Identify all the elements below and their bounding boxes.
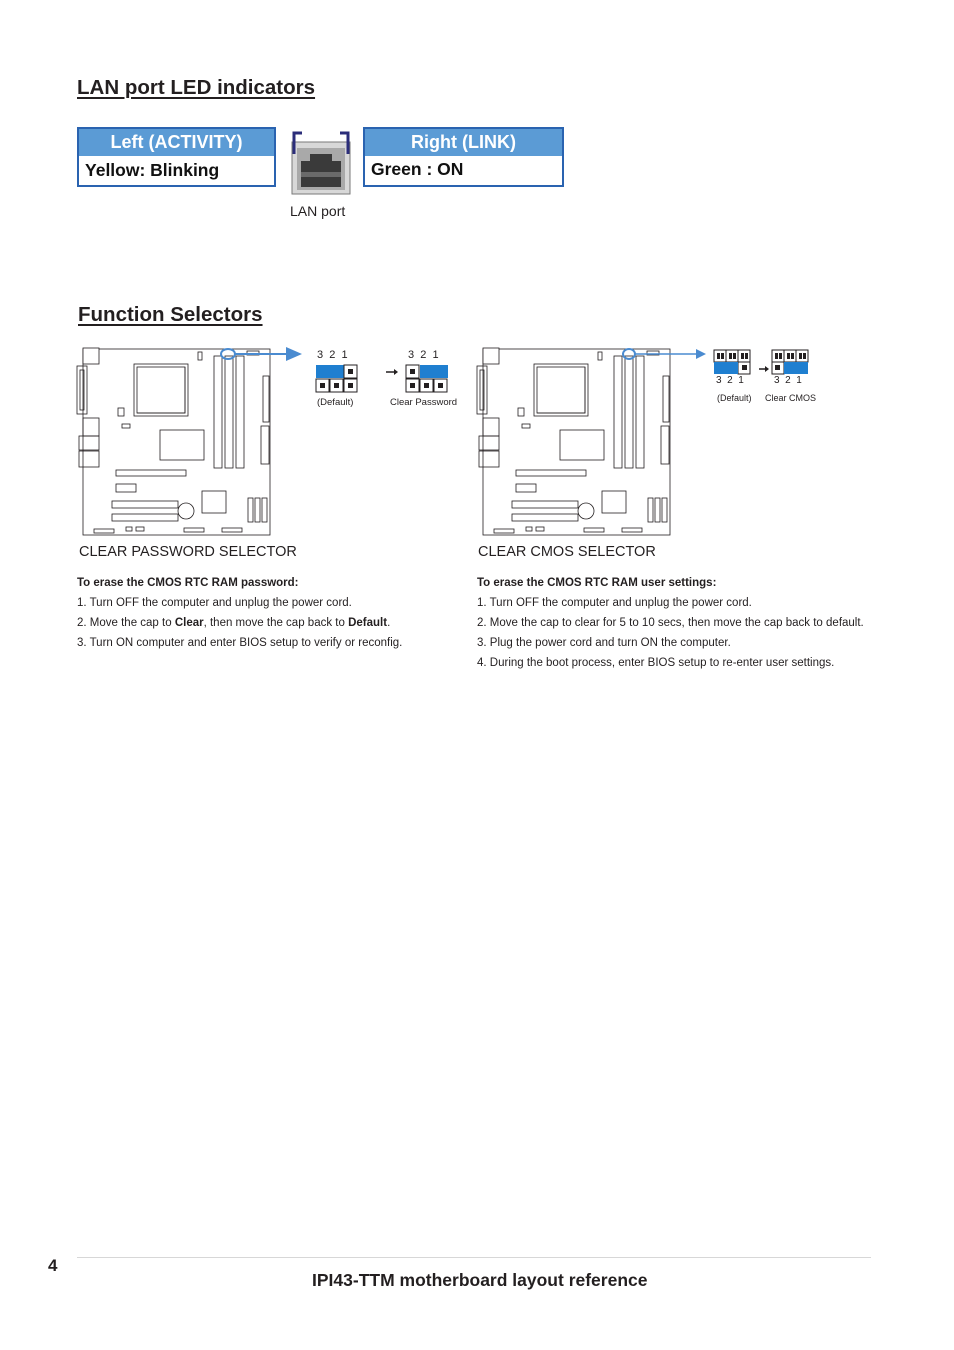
lan-heading: LAN port LED indicators: [77, 76, 316, 99]
right-link-value: Green : ON: [371, 159, 464, 179]
left-activity-value: Yellow: Blinking: [85, 160, 220, 180]
right-link-box: [363, 127, 564, 187]
arrow-icon: [758, 365, 770, 373]
cmos-clear-label: Clear CMOS: [765, 393, 817, 403]
left-activity-title: Left (ACTIVITY): [79, 129, 274, 156]
password-step-3: 3. Turn ON computer and enter BIOS setup to verify or reconfig.: [77, 637, 403, 649]
password-steps: [77, 573, 457, 653]
cmos-selector-caption: CLEAR CMOS SELECTOR: [478, 544, 656, 560]
motherboard-diagram-cmos: [474, 344, 714, 540]
page-number: 4: [48, 1256, 58, 1275]
password-step-2: 2. Move the cap to Clear, then move the cap back to Default.: [77, 617, 391, 629]
password-step-1: 1. Turn OFF the computer and unplug the power cord.: [77, 597, 352, 609]
cmos-step-3: 3. Plug the power cord and turn ON the computer.: [477, 637, 731, 649]
password-default-label: (Default): [317, 397, 354, 408]
cmos-clear-pins: 3 2 1: [774, 375, 802, 386]
password-selector-caption: CLEAR PASSWORD SELECTOR: [79, 544, 297, 560]
function-heading: Function Selectors: [78, 303, 263, 326]
password-clear-jumper: [405, 364, 449, 394]
password-default-pins: 3 2 1: [317, 349, 348, 361]
cmos-steps: [477, 573, 917, 673]
password-clear-pins: 3 2 1: [408, 349, 439, 361]
cmos-clear-jumper: [771, 349, 811, 375]
cmos-default-label: (Default): [717, 393, 752, 403]
cmos-step-2: 2. Move the cap to clear for 5 to 10 secs, then move the cap back to default.: [477, 617, 864, 629]
footer-divider: [77, 1257, 871, 1258]
lan-port-label: LAN port: [290, 203, 346, 219]
lan-port-icon: [288, 128, 354, 196]
cmos-default-jumper: [713, 349, 753, 375]
cmos-step-1: 1. Turn OFF the computer and unplug the power cord.: [477, 597, 752, 609]
footer-title: IPI43-TTM motherboard layout reference: [312, 1270, 648, 1290]
cmos-step-4: 4. During the boot process, enter BIOS setup to re-enter user settings.: [477, 657, 835, 669]
cmos-steps-title: To erase the CMOS RTC RAM user settings:: [477, 577, 717, 589]
cmos-default-pins: 3 2 1: [716, 375, 744, 386]
left-activity-box: [77, 127, 276, 187]
password-steps-title: To erase the CMOS RTC RAM password:: [77, 577, 299, 589]
password-default-jumper: [315, 364, 359, 394]
password-clear-label: Clear Password: [390, 397, 458, 408]
right-link-title: Right (LINK): [365, 129, 562, 156]
arrow-icon: [385, 368, 399, 376]
motherboard-diagram-password: [74, 344, 314, 540]
